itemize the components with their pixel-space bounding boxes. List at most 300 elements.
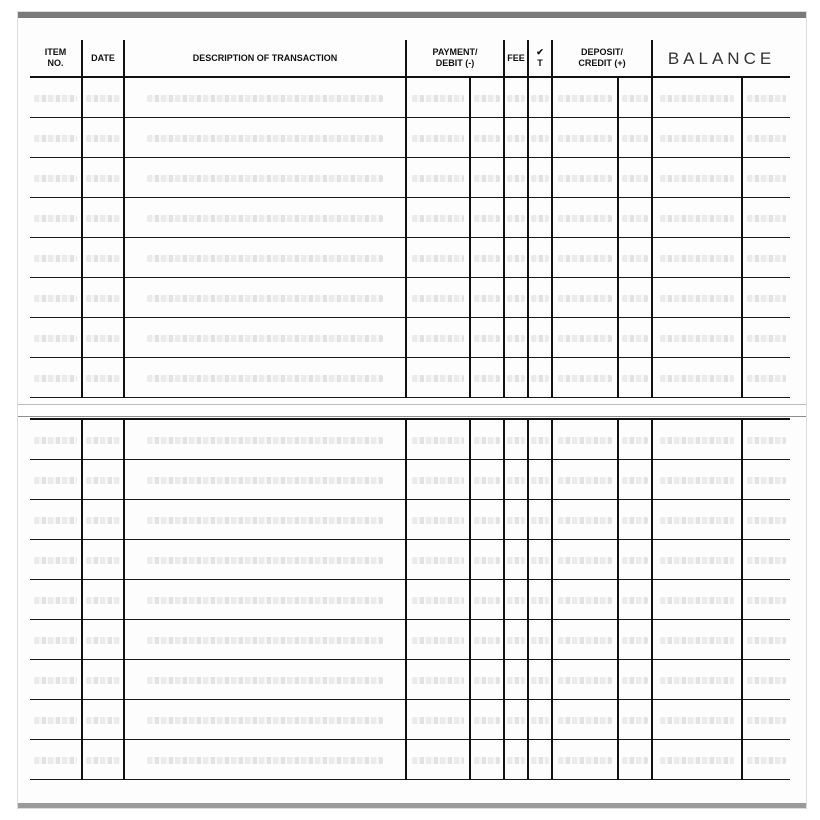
description-cell[interactable] [124, 460, 406, 500]
register-table-bottom [30, 418, 790, 780]
date-cell[interactable] [82, 660, 124, 700]
faint-print-mark [34, 517, 77, 524]
balance-cents-cell[interactable] [742, 700, 790, 740]
date-cell[interactable] [82, 158, 124, 198]
date-cell[interactable] [82, 460, 124, 500]
faint-print-mark [412, 215, 464, 222]
faint-print-mark [34, 717, 77, 724]
credit-dollars-cell[interactable] [552, 278, 618, 318]
fee-cell[interactable] [504, 540, 528, 580]
description-cell[interactable] [124, 77, 406, 118]
faint-print-mark [34, 375, 77, 382]
date-cell[interactable] [82, 740, 124, 780]
debit-dollars-cell[interactable] [406, 500, 470, 540]
faint-print-mark [660, 517, 734, 524]
balance-cents-cell[interactable] [742, 540, 790, 580]
description-cell[interactable] [124, 358, 406, 398]
faint-print-mark [622, 255, 649, 262]
balance-cents-cell[interactable] [742, 620, 790, 660]
check-t-cell[interactable] [528, 158, 552, 198]
debit-cents-cell[interactable] [470, 700, 504, 740]
item-no-cell[interactable] [30, 700, 82, 740]
faint-print-mark [147, 597, 382, 604]
credit-dollars-cell[interactable] [552, 740, 618, 780]
debit-dollars-cell[interactable] [406, 278, 470, 318]
faint-print-mark [34, 175, 77, 182]
check-t-cell[interactable] [528, 278, 552, 318]
header-fee: FEE [504, 40, 528, 77]
faint-print-mark [34, 437, 77, 444]
balance-dollars-cell[interactable] [652, 660, 742, 700]
debit-cents-cell[interactable] [470, 460, 504, 500]
credit-cents-cell[interactable] [618, 278, 652, 318]
credit-dollars-cell[interactable] [552, 620, 618, 660]
debit-cents-cell[interactable] [470, 158, 504, 198]
date-cell[interactable] [82, 278, 124, 318]
register-row [30, 740, 790, 780]
item-no-cell[interactable] [30, 460, 82, 500]
faint-print-mark [660, 135, 734, 142]
date-cell[interactable] [82, 620, 124, 660]
faint-print-mark [558, 215, 612, 222]
faint-print-mark [660, 95, 734, 102]
fee-cell[interactable] [504, 238, 528, 278]
date-cell[interactable] [82, 419, 124, 460]
balance-dollars-cell[interactable] [652, 580, 742, 620]
credit-cents-cell[interactable] [618, 700, 652, 740]
faint-print-mark [531, 597, 550, 604]
debit-dollars-cell[interactable] [406, 358, 470, 398]
date-cell[interactable] [82, 118, 124, 158]
debit-dollars-cell[interactable] [406, 620, 470, 660]
faint-print-mark [474, 717, 501, 724]
faint-print-mark [531, 717, 550, 724]
register-bottom-panel [30, 418, 790, 780]
faint-print-mark [34, 757, 77, 764]
register-row [30, 540, 790, 580]
check-t-cell[interactable] [528, 238, 552, 278]
faint-print-mark [86, 215, 120, 222]
check-t-cell[interactable] [528, 77, 552, 118]
credit-dollars-cell[interactable] [552, 419, 618, 460]
check-t-cell[interactable] [528, 500, 552, 540]
fee-cell[interactable] [504, 278, 528, 318]
faint-print-mark [507, 215, 526, 222]
description-cell[interactable] [124, 700, 406, 740]
faint-print-mark [747, 335, 787, 342]
description-cell[interactable] [124, 540, 406, 580]
credit-dollars-cell[interactable] [552, 580, 618, 620]
check-t-cell[interactable] [528, 700, 552, 740]
faint-print-mark [507, 517, 526, 524]
description-cell[interactable] [124, 318, 406, 358]
faint-print-mark [507, 437, 526, 444]
item-no-cell[interactable] [30, 540, 82, 580]
debit-cents-cell[interactable] [470, 740, 504, 780]
faint-print-mark [531, 757, 550, 764]
description-cell[interactable] [124, 500, 406, 540]
balance-cents-cell[interactable] [742, 358, 790, 398]
description-cell[interactable] [124, 580, 406, 620]
credit-cents-cell[interactable] [618, 238, 652, 278]
balance-dollars-cell[interactable] [652, 620, 742, 660]
fee-cell[interactable] [504, 419, 528, 460]
item-no-cell[interactable] [30, 77, 82, 118]
date-cell[interactable] [82, 500, 124, 540]
check-t-cell[interactable] [528, 580, 552, 620]
balance-cents-cell[interactable] [742, 580, 790, 620]
item-no-cell[interactable] [30, 358, 82, 398]
faint-print-mark [531, 215, 550, 222]
faint-print-mark [558, 477, 612, 484]
debit-cents-cell[interactable] [470, 620, 504, 660]
credit-cents-cell[interactable] [618, 740, 652, 780]
fee-cell[interactable] [504, 500, 528, 540]
credit-dollars-cell[interactable] [552, 660, 618, 700]
item-no-cell[interactable] [30, 620, 82, 660]
debit-dollars-cell[interactable] [406, 460, 470, 500]
faint-print-mark [622, 95, 649, 102]
faint-print-mark [622, 295, 649, 302]
date-cell[interactable] [82, 198, 124, 238]
faint-print-mark [86, 175, 120, 182]
credit-cents-cell[interactable] [618, 620, 652, 660]
faint-print-mark [747, 95, 787, 102]
date-cell[interactable] [82, 580, 124, 620]
debit-dollars-cell[interactable] [406, 540, 470, 580]
faint-print-mark [622, 135, 649, 142]
faint-print-mark [86, 477, 120, 484]
register-row [30, 278, 790, 318]
item-no-cell[interactable] [30, 740, 82, 780]
faint-print-mark [622, 717, 649, 724]
fee-cell[interactable] [504, 460, 528, 500]
balance-dollars-cell[interactable] [652, 740, 742, 780]
balance-cents-cell[interactable] [742, 77, 790, 118]
faint-print-mark [531, 95, 550, 102]
fee-cell[interactable] [504, 700, 528, 740]
check-t-cell[interactable] [528, 118, 552, 158]
faint-print-mark [531, 677, 550, 684]
faint-print-mark [147, 215, 382, 222]
faint-print-mark [412, 757, 464, 764]
credit-cents-cell[interactable] [618, 118, 652, 158]
debit-cents-cell[interactable] [470, 238, 504, 278]
description-cell[interactable] [124, 158, 406, 198]
debit-dollars-cell[interactable] [406, 580, 470, 620]
register-row [30, 358, 790, 398]
item-no-cell[interactable] [30, 278, 82, 318]
header-deposit-credit: DEPOSIT/ CREDIT (+) [552, 40, 652, 77]
date-cell[interactable] [82, 358, 124, 398]
faint-print-mark [86, 135, 120, 142]
register-row [30, 700, 790, 740]
item-no-cell[interactable] [30, 580, 82, 620]
balance-dollars-cell[interactable] [652, 460, 742, 500]
credit-dollars-cell[interactable] [552, 460, 618, 500]
faint-print-mark [412, 95, 464, 102]
faint-print-mark [147, 295, 382, 302]
debit-cents-cell[interactable] [470, 500, 504, 540]
credit-cents-cell[interactable] [618, 500, 652, 540]
register-row [30, 460, 790, 500]
balance-cents-cell[interactable] [742, 118, 790, 158]
faint-print-mark [660, 175, 734, 182]
debit-dollars-cell[interactable] [406, 118, 470, 158]
date-cell[interactable] [82, 77, 124, 118]
check-t-cell[interactable] [528, 740, 552, 780]
item-no-cell[interactable] [30, 118, 82, 158]
header-balance: BALANCE [652, 40, 790, 77]
faint-print-mark [412, 637, 464, 644]
credit-dollars-cell[interactable] [552, 238, 618, 278]
check-t-cell[interactable] [528, 660, 552, 700]
credit-cents-cell[interactable] [618, 419, 652, 460]
debit-cents-cell[interactable] [470, 278, 504, 318]
faint-print-mark [474, 517, 501, 524]
faint-print-mark [412, 517, 464, 524]
credit-dollars-cell[interactable] [552, 158, 618, 198]
balance-cents-cell[interactable] [742, 500, 790, 540]
check-t-cell[interactable] [528, 460, 552, 500]
balance-cents-cell[interactable] [742, 460, 790, 500]
faint-print-mark [34, 597, 77, 604]
faint-print-mark [34, 637, 77, 644]
credit-cents-cell[interactable] [618, 540, 652, 580]
date-cell[interactable] [82, 700, 124, 740]
faint-print-mark [507, 637, 526, 644]
balance-cents-cell[interactable] [742, 278, 790, 318]
balance-cents-cell[interactable] [742, 419, 790, 460]
debit-dollars-cell[interactable] [406, 660, 470, 700]
balance-cents-cell[interactable] [742, 158, 790, 198]
debit-dollars-cell[interactable] [406, 77, 470, 118]
item-no-cell[interactable] [30, 318, 82, 358]
fee-cell[interactable] [504, 77, 528, 118]
balance-dollars-cell[interactable] [652, 278, 742, 318]
faint-print-mark [412, 597, 464, 604]
credit-cents-cell[interactable] [618, 580, 652, 620]
faint-print-mark [86, 95, 120, 102]
faint-print-mark [747, 477, 787, 484]
balance-dollars-cell[interactable] [652, 500, 742, 540]
debit-dollars-cell[interactable] [406, 158, 470, 198]
balance-dollars-cell[interactable] [652, 358, 742, 398]
credit-dollars-cell[interactable] [552, 700, 618, 740]
debit-dollars-cell[interactable] [406, 318, 470, 358]
faint-print-mark [558, 557, 612, 564]
faint-print-mark [474, 477, 501, 484]
faint-print-mark [622, 557, 649, 564]
credit-cents-cell[interactable] [618, 158, 652, 198]
faint-print-mark [507, 255, 526, 262]
debit-cents-cell[interactable] [470, 358, 504, 398]
faint-print-mark [660, 757, 734, 764]
fee-cell[interactable] [504, 580, 528, 620]
credit-cents-cell[interactable] [618, 77, 652, 118]
credit-cents-cell[interactable] [618, 358, 652, 398]
fee-cell[interactable] [504, 620, 528, 660]
faint-print-mark [622, 335, 649, 342]
balance-dollars-cell[interactable] [652, 238, 742, 278]
fee-cell[interactable] [504, 158, 528, 198]
balance-cents-cell[interactable] [742, 318, 790, 358]
credit-dollars-cell[interactable] [552, 500, 618, 540]
description-cell[interactable] [124, 660, 406, 700]
register-row [30, 77, 790, 118]
description-cell[interactable] [124, 620, 406, 660]
credit-dollars-cell[interactable] [552, 358, 618, 398]
check-t-cell[interactable] [528, 540, 552, 580]
faint-print-mark [660, 255, 734, 262]
faint-print-mark [507, 175, 526, 182]
header-check-t: ✔ T [528, 40, 552, 77]
balance-dollars-cell[interactable] [652, 540, 742, 580]
credit-dollars-cell[interactable] [552, 540, 618, 580]
faint-print-mark [86, 437, 120, 444]
debit-dollars-cell[interactable] [406, 198, 470, 238]
faint-print-mark [558, 255, 612, 262]
header-description: DESCRIPTION OF TRANSACTION [124, 40, 406, 77]
credit-dollars-cell[interactable] [552, 198, 618, 238]
item-no-cell[interactable] [30, 198, 82, 238]
faint-print-mark [86, 375, 120, 382]
credit-cents-cell[interactable] [618, 318, 652, 358]
balance-cents-cell[interactable] [742, 198, 790, 238]
faint-print-mark [660, 295, 734, 302]
faint-print-mark [412, 335, 464, 342]
balance-dollars-cell[interactable] [652, 118, 742, 158]
balance-dollars-cell[interactable] [652, 700, 742, 740]
faint-print-mark [660, 437, 734, 444]
credit-cents-cell[interactable] [618, 198, 652, 238]
faint-print-mark [86, 637, 120, 644]
register-row [30, 158, 790, 198]
faint-print-mark [147, 375, 382, 382]
item-no-cell[interactable] [30, 238, 82, 278]
faint-print-mark [531, 335, 550, 342]
register-rows-top [30, 77, 790, 398]
faint-print-mark [34, 215, 77, 222]
faint-print-mark [507, 677, 526, 684]
faint-print-mark [747, 255, 787, 262]
fee-cell[interactable] [504, 358, 528, 398]
register-row [30, 238, 790, 278]
debit-dollars-cell[interactable] [406, 700, 470, 740]
register-rows-bottom [30, 419, 790, 780]
balance-dollars-cell[interactable] [652, 77, 742, 118]
description-cell[interactable] [124, 118, 406, 158]
faint-print-mark [531, 255, 550, 262]
check-t-cell[interactable] [528, 198, 552, 238]
faint-print-mark [660, 215, 734, 222]
faint-print-mark [507, 375, 526, 382]
debit-cents-cell[interactable] [470, 419, 504, 460]
debit-cents-cell[interactable] [470, 118, 504, 158]
fee-cell[interactable] [504, 198, 528, 238]
credit-dollars-cell[interactable] [552, 318, 618, 358]
item-no-cell[interactable] [30, 158, 82, 198]
item-no-cell[interactable] [30, 419, 82, 460]
description-cell[interactable] [124, 419, 406, 460]
check-t-cell[interactable] [528, 419, 552, 460]
register-row [30, 660, 790, 700]
faint-print-mark [412, 175, 464, 182]
faint-print-mark [507, 95, 526, 102]
item-no-cell[interactable] [30, 500, 82, 540]
balance-dollars-cell[interactable] [652, 419, 742, 460]
date-cell[interactable] [82, 540, 124, 580]
faint-print-mark [747, 597, 787, 604]
description-cell[interactable] [124, 740, 406, 780]
debit-cents-cell[interactable] [470, 77, 504, 118]
faint-print-mark [474, 255, 501, 262]
faint-print-mark [747, 557, 787, 564]
faint-print-mark [34, 255, 77, 262]
fee-cell[interactable] [504, 660, 528, 700]
faint-print-mark [147, 757, 382, 764]
credit-cents-cell[interactable] [618, 660, 652, 700]
description-cell[interactable] [124, 238, 406, 278]
description-cell[interactable] [124, 278, 406, 318]
faint-print-mark [531, 135, 550, 142]
balance-cents-cell[interactable] [742, 740, 790, 780]
faint-print-mark [531, 375, 550, 382]
fee-cell[interactable] [504, 318, 528, 358]
debit-dollars-cell[interactable] [406, 740, 470, 780]
faint-print-mark [34, 557, 77, 564]
debit-dollars-cell[interactable] [406, 419, 470, 460]
faint-print-mark [558, 637, 612, 644]
balance-dollars-cell[interactable] [652, 198, 742, 238]
description-cell[interactable] [124, 198, 406, 238]
credit-cents-cell[interactable] [618, 460, 652, 500]
credit-dollars-cell[interactable] [552, 77, 618, 118]
debit-dollars-cell[interactable] [406, 238, 470, 278]
credit-dollars-cell[interactable] [552, 118, 618, 158]
check-t-cell[interactable] [528, 620, 552, 660]
faint-print-mark [558, 437, 612, 444]
fee-cell[interactable] [504, 740, 528, 780]
debit-cents-cell[interactable] [470, 660, 504, 700]
balance-dollars-cell[interactable] [652, 318, 742, 358]
balance-dollars-cell[interactable] [652, 158, 742, 198]
debit-cents-cell[interactable] [470, 580, 504, 620]
fee-cell[interactable] [504, 118, 528, 158]
date-cell[interactable] [82, 238, 124, 278]
debit-cents-cell[interactable] [470, 318, 504, 358]
faint-print-mark [558, 597, 612, 604]
debit-cents-cell[interactable] [470, 198, 504, 238]
date-cell[interactable] [82, 318, 124, 358]
balance-cents-cell[interactable] [742, 660, 790, 700]
faint-print-mark [34, 335, 77, 342]
item-no-cell[interactable] [30, 660, 82, 700]
faint-print-mark [660, 597, 734, 604]
faint-print-mark [474, 557, 501, 564]
faint-print-mark [474, 335, 501, 342]
debit-cents-cell[interactable] [470, 540, 504, 580]
register-row [30, 580, 790, 620]
faint-print-mark [147, 717, 382, 724]
register-table-top [30, 40, 790, 398]
faint-print-mark [747, 437, 787, 444]
balance-cents-cell[interactable] [742, 238, 790, 278]
check-t-cell[interactable] [528, 318, 552, 358]
check-t-cell[interactable] [528, 358, 552, 398]
faint-print-mark [474, 175, 501, 182]
faint-print-mark [747, 757, 787, 764]
